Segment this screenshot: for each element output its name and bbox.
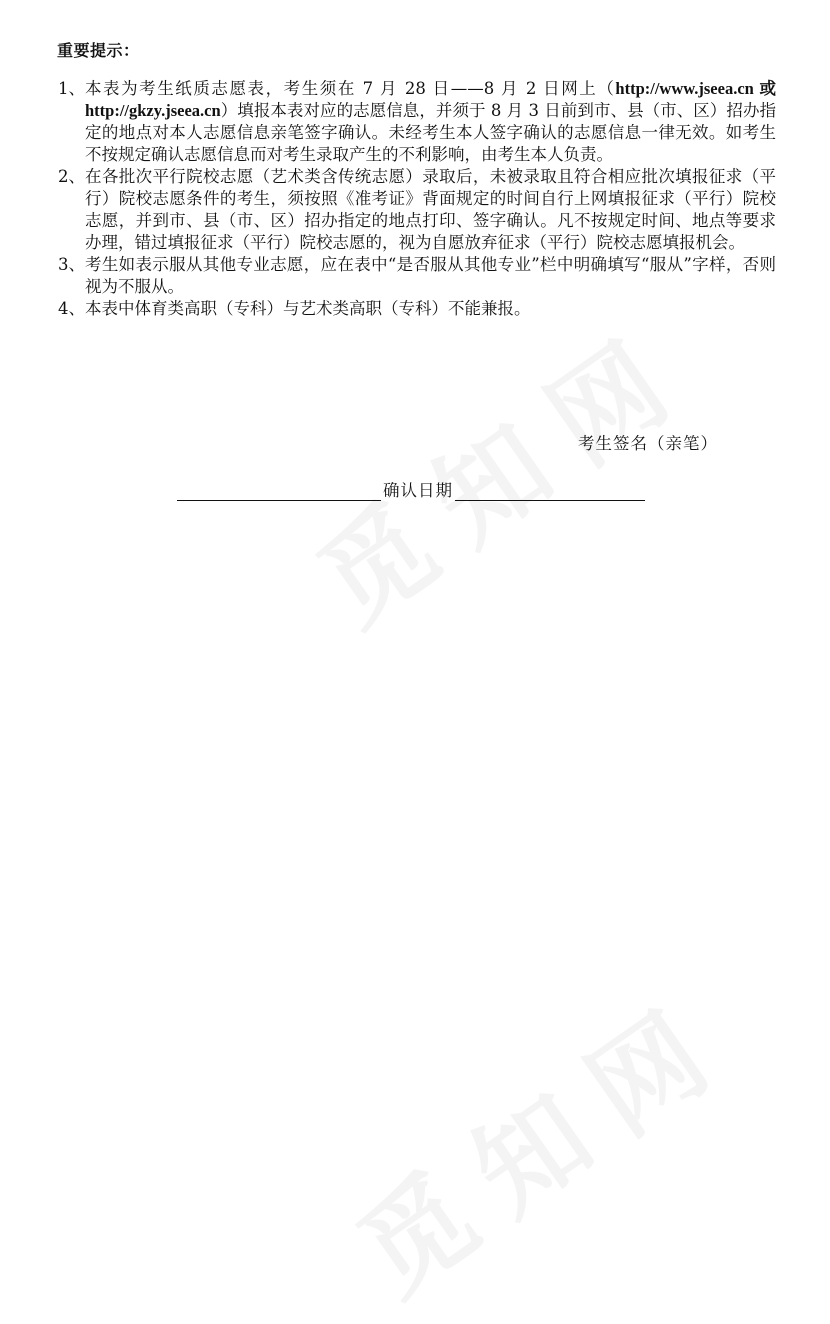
notice-text: 本表为考生纸质志愿表，考生须在 7 月 28 日——8 月 2 日网上（http://www.jseea.cn 或 http://gkzy.jseea.cn）填报本表对应的志愿信息，并须于 8 月 3 日前到市、县（市、区）招办指定的地点对本人志愿信息亲笔签字确认。未经考生本人签字确认的志愿信息一律无效。如考生不按规定确认志愿信息而对考生录取产生的不利影响，由考生本人负责。 [85, 79, 777, 164]
notice-number: 2、 [58, 167, 85, 186]
notice-list [58, 78, 776, 320]
notice-number: 1、 [58, 79, 85, 98]
watermark [283, 284, 718, 654]
signature-label: 考生签名（亲笔） [578, 434, 718, 453]
notice-heading: 重要提示： [57, 41, 140, 60]
notice-number: 3、 [58, 255, 85, 274]
notice-number: 4、 [58, 299, 85, 318]
notice-text: 本表中体育类高职（专科）与艺术类高职（专科）不能兼报。 [85, 299, 531, 318]
notice-text: 在各批次平行院校志愿（艺术类含传统志愿）录取后，未被录取且符合相应批次填报征求（平行）院校志愿条件的考生，须按照《准考证》背面规定的时间自行上网填报征求（平行）院校志愿，并到市、县（市、区）招办指定的地点打印、签字确认。凡不按规定时间、地点等要求办理，错过填报征求（平行）院校志愿的，视为自愿放弃征求（平行）院校志愿填报机会。 [85, 167, 776, 252]
date-blank-line [455, 482, 645, 501]
notice-item-4 [58, 298, 776, 320]
signature-blank-line [177, 482, 381, 501]
confirm-date-label: 确认日期 [383, 481, 453, 500]
notice-item-1 [58, 78, 776, 166]
jseea-link[interactable]: http://www.jseea.cn [615, 79, 754, 98]
watermark [323, 954, 758, 1324]
confirm-date-row [177, 477, 645, 501]
notice-item-2 [58, 166, 776, 254]
notice-item-3 [58, 254, 776, 298]
notice-text: 考生如表示服从其他专业志愿，应在表中“是否服从其他专业”栏中明确填写“服从”字样，否则视为不服从。 [85, 255, 776, 296]
gkzy-link[interactable]: http://gkzy.jseea.cn [85, 101, 221, 120]
